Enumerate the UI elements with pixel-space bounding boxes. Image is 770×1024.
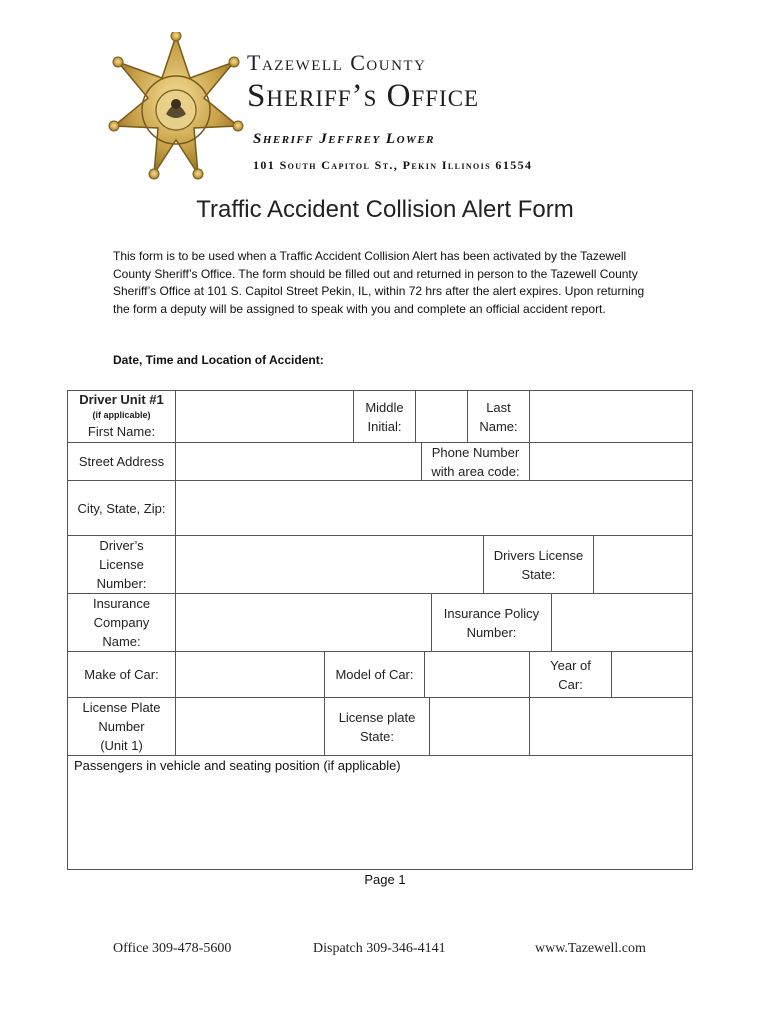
- street-address-label: [68, 443, 176, 480]
- last-name-field[interactable]: [530, 391, 694, 442]
- driver-unit-label: [68, 391, 176, 442]
- form-row-city: [68, 481, 692, 536]
- model-label: [325, 652, 425, 697]
- phone-label: [422, 443, 530, 480]
- city-state-zip-text: City, State, Zip:: [77, 500, 166, 516]
- year-label: [530, 652, 612, 697]
- passengers-label: Passengers in vehicle and seating position (if applicable): [74, 758, 401, 773]
- year-line1: Year of: [550, 658, 591, 673]
- ins-company-line3: Name:: [102, 634, 141, 649]
- plate-number-label: [68, 698, 176, 755]
- plate-line3: (Unit 1): [100, 738, 143, 753]
- driver-unit-title: Driver Unit #1: [79, 392, 164, 407]
- dl-number-line3: Number:: [96, 576, 147, 591]
- plate-line2: Number: [98, 719, 145, 734]
- model-field[interactable]: [425, 652, 530, 697]
- make-field[interactable]: [176, 652, 325, 697]
- city-state-zip-field[interactable]: [176, 481, 694, 535]
- first-name-label: First Name:: [87, 424, 156, 439]
- phone-label-line1: Phone Number: [431, 444, 520, 460]
- intro-paragraph: This form is to be used when a Traffic Accident Collision Alert has been activated by the Tazewell County Sheriff’s Office. The form should be filled out and returned in person to the Tazewell County Sheriff’s Office at 101 S. Capitol Street Pekin, IL, within 72 hrs after the alert expires. Upon returning the form a deputy will be assigned to speak with you and complete an official accident report.: [113, 249, 645, 316]
- model-text: Model of Car:: [335, 667, 414, 682]
- county-name: Tazewell County: [247, 50, 427, 75]
- last-name-label: [468, 391, 530, 442]
- footer-office-phone: Office 309-478-5600: [113, 941, 232, 956]
- plate-state-line2: State:: [360, 728, 394, 744]
- dl-state-label: [484, 536, 594, 593]
- ins-company-line1: Insurance: [92, 596, 151, 611]
- plate-state-field[interactable]: [430, 698, 530, 755]
- plate-line1: License Plate: [82, 700, 161, 715]
- middle-label-line2: Initial:: [367, 418, 402, 434]
- plate-extra-field[interactable]: [530, 698, 694, 755]
- plate-state-label: [325, 698, 430, 755]
- date-time-location-label: Date, Time and Location of Accident:: [113, 353, 324, 367]
- dl-number-line2: License: [99, 557, 144, 572]
- policy-number-label: [432, 594, 552, 651]
- policy-number-field[interactable]: [552, 594, 694, 651]
- sheriff-star-badge-icon: [108, 32, 244, 182]
- insurance-company-label: [68, 594, 176, 651]
- form-row-license: [68, 536, 692, 594]
- phone-field[interactable]: [530, 443, 694, 480]
- street-address-text: Street Address: [78, 454, 165, 469]
- if-applicable-note: (if applicable): [92, 410, 151, 420]
- accident-form-table: [67, 390, 693, 870]
- policy-line2: Number:: [466, 624, 517, 640]
- last-label-line2: Name:: [479, 418, 518, 434]
- form-row-plate: [68, 698, 692, 756]
- form-row-address: [68, 443, 692, 481]
- office-address: 101 South Capitol St., Pekin Illinois 61554: [253, 158, 533, 172]
- footer-dispatch-phone: Dispatch 309-346-4141: [313, 941, 446, 956]
- last-label-line1: Last: [486, 399, 511, 415]
- city-state-zip-label: [68, 481, 176, 535]
- insurance-company-field[interactable]: [176, 594, 432, 651]
- make-text: Make of Car:: [84, 667, 159, 682]
- plate-number-field[interactable]: [176, 698, 325, 755]
- dl-number-line1: Driver’s: [99, 538, 144, 553]
- year-field[interactable]: [612, 652, 694, 697]
- first-name-field[interactable]: [176, 391, 354, 442]
- office-name: Sheriff’s Office: [247, 78, 480, 114]
- dl-number-label: [68, 536, 176, 593]
- dl-number-field[interactable]: [176, 536, 484, 593]
- page-number: Page 1: [364, 872, 406, 887]
- plate-state-line1: License plate: [338, 709, 416, 725]
- year-line2: Car:: [558, 677, 583, 692]
- ins-company-line2: Company: [93, 615, 150, 630]
- policy-line1: Insurance Policy: [443, 605, 540, 621]
- middle-initial-label: [354, 391, 416, 442]
- phone-label-line2: with area code:: [431, 463, 520, 479]
- dl-state-line2: State:: [521, 566, 556, 582]
- form-row-car: [68, 652, 692, 698]
- footer-website[interactable]: www.Tazewell.com: [535, 941, 646, 956]
- dl-state-field[interactable]: [594, 536, 694, 593]
- form-row-insurance: [68, 594, 692, 652]
- make-label: [68, 652, 176, 697]
- street-address-field[interactable]: [176, 443, 422, 480]
- sheriff-name: Sheriff Jeffrey Lower: [253, 131, 435, 147]
- passengers-field[interactable]: [68, 756, 694, 869]
- middle-label-line1: Middle: [365, 399, 404, 415]
- form-row-name: [68, 391, 692, 443]
- dl-state-line1: Drivers License: [493, 547, 584, 563]
- form-title: Traffic Accident Collision Alert Form: [196, 196, 574, 223]
- middle-initial-field[interactable]: [416, 391, 468, 442]
